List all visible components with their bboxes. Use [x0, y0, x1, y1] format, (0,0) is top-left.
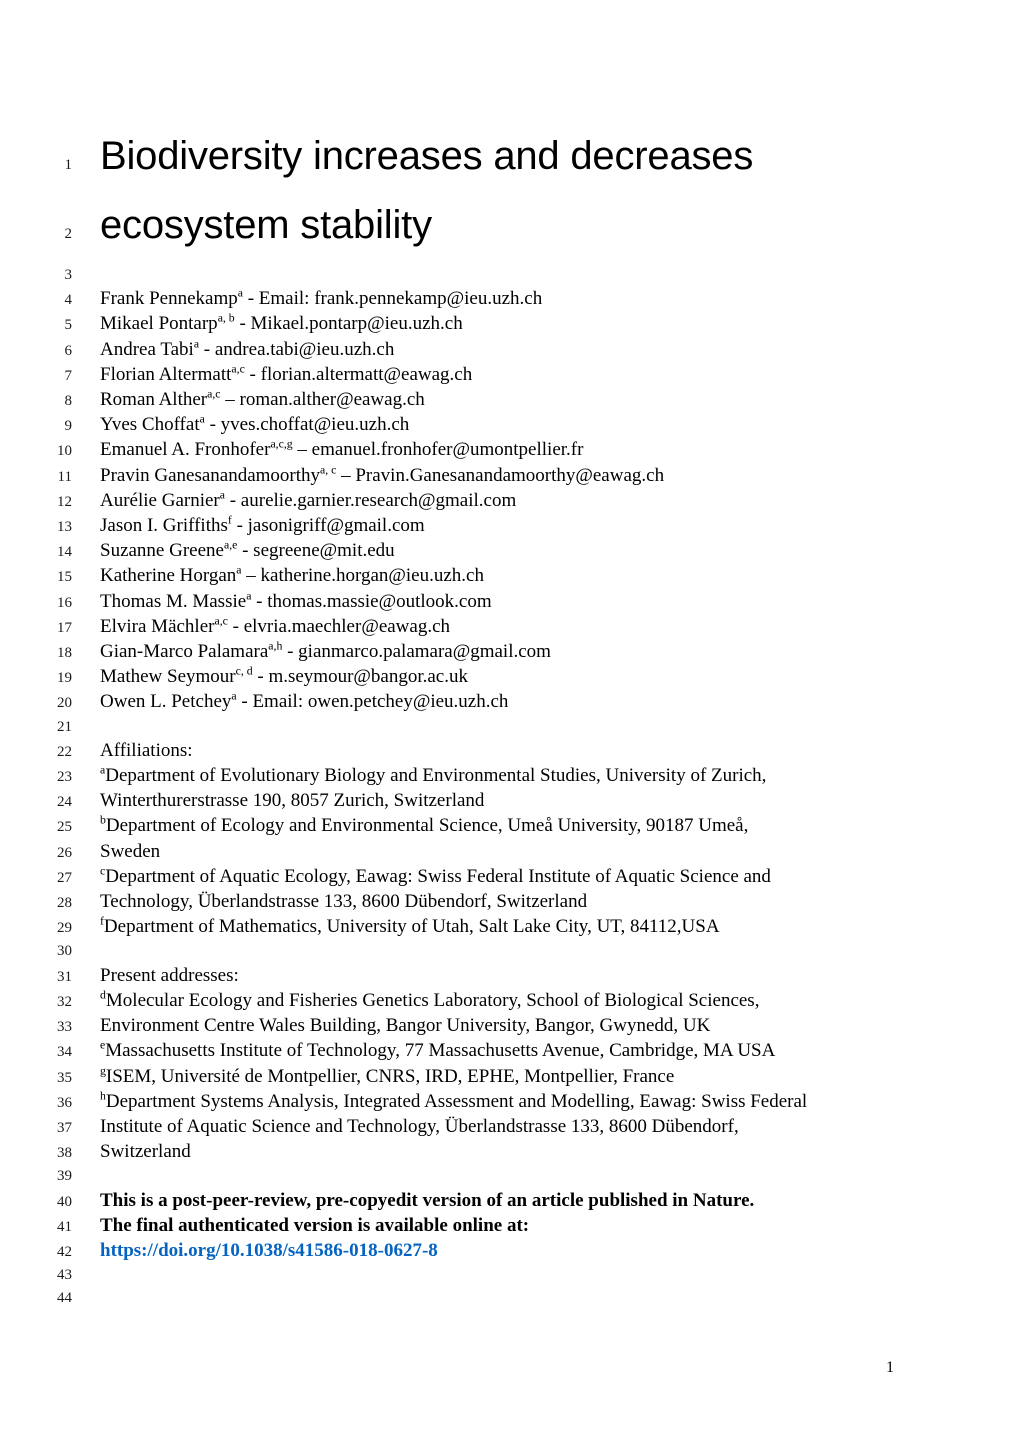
- text-segment: Frank Pennekamp: [100, 288, 238, 310]
- text-segment: Environment Centre Wales Building, Bangor University, Bangor, Gwynedd, UK: [100, 1015, 711, 1037]
- line-text: [100, 1014, 896, 1037]
- line-row: [28, 814, 896, 839]
- line-number: 27: [57, 869, 72, 886]
- text-segment: Owen L. Petchey: [100, 691, 232, 713]
- text-segment: – Pravin.Ganesanandamoorthy@eawag.ch: [336, 464, 665, 486]
- superscript-marker: f: [227, 513, 232, 527]
- line-row: [28, 312, 896, 337]
- title-line: [28, 195, 896, 264]
- line-number: 30: [57, 943, 72, 960]
- line-number: 23: [57, 769, 72, 786]
- line-row: [28, 1090, 896, 1115]
- line-text: [100, 890, 896, 913]
- text-segment: – roman.alther@eawag.ch: [220, 389, 425, 411]
- text-segment: Gian-Marco Palamara: [100, 641, 269, 663]
- line-row: [28, 287, 896, 312]
- text-segment: Affiliations:: [100, 739, 193, 761]
- text-segment: Florian Altermatt: [100, 363, 232, 385]
- superscript-marker: a,c: [231, 362, 245, 376]
- line-text: [100, 739, 896, 762]
- line-row: [28, 865, 896, 890]
- line-row: [28, 1039, 896, 1064]
- text-segment: Katherine Horgan: [100, 565, 237, 587]
- line-number: 28: [57, 895, 72, 912]
- line-number: 18: [57, 645, 72, 662]
- line-row: [28, 413, 896, 438]
- line-number: 40: [57, 1193, 72, 1210]
- text-segment: - florian.altermatt@eawag.ch: [244, 363, 473, 385]
- paper-title-text: [100, 195, 896, 255]
- line-row: [28, 464, 896, 489]
- superscript-marker: c, d: [235, 664, 253, 678]
- line-text: [100, 989, 896, 1012]
- text-segment: ecosystem stability: [100, 203, 432, 247]
- superscript-marker: a,c: [207, 387, 221, 401]
- superscript-marker: a,c,g: [270, 438, 293, 452]
- superscript-marker: g: [100, 1064, 106, 1078]
- line-text: [100, 489, 896, 512]
- line-text: [100, 789, 896, 812]
- text-segment: Jason I. Griffiths: [100, 515, 228, 537]
- line-row: [28, 940, 896, 963]
- line-number: 5: [64, 317, 72, 334]
- superscript-marker: a: [100, 763, 106, 777]
- line-number: 21: [57, 718, 72, 735]
- line-number: 33: [57, 1019, 72, 1036]
- line-text: [100, 1039, 896, 1062]
- superscript-marker: a, c: [320, 463, 337, 477]
- text-segment: - segreene@mit.edu: [237, 540, 395, 562]
- line-number: 13: [57, 519, 72, 536]
- line-text: [100, 287, 896, 310]
- line-row: [28, 539, 896, 564]
- text-segment: Roman Alther: [100, 389, 208, 411]
- text-segment: – emanuel.fronhofer@umontpellier.fr: [292, 439, 584, 461]
- line-text: [100, 464, 896, 487]
- text-segment: Suzanne Greene: [100, 540, 224, 562]
- line-number: 1: [64, 157, 72, 173]
- line-number: 42: [57, 1243, 72, 1260]
- superscript-marker: a,h: [268, 639, 283, 653]
- superscript-marker: c: [100, 864, 106, 878]
- line-number: 20: [57, 695, 72, 712]
- line-number: 36: [57, 1094, 72, 1111]
- text-segment: Sweden: [100, 840, 161, 862]
- line-number: 35: [57, 1069, 72, 1086]
- line-number: 8: [64, 393, 72, 410]
- line-text: [100, 964, 896, 987]
- line-text: [100, 388, 896, 411]
- line-text: [100, 915, 896, 938]
- superscript-marker: a, b: [217, 312, 235, 326]
- line-number: 24: [57, 794, 72, 811]
- text-segment: Department Systems Analysis, Integrated Assessment and Modelling, Eawag: Swiss Federal: [105, 1090, 808, 1112]
- page-number: 1: [886, 1359, 894, 1376]
- line-text: [100, 865, 896, 888]
- line-number: 19: [57, 670, 72, 687]
- line-number: 25: [57, 819, 72, 836]
- text-segment: The final authenticated version is available online at:: [100, 1214, 530, 1236]
- superscript-marker: a: [237, 286, 243, 300]
- line-number: 29: [57, 920, 72, 937]
- line-row: [28, 338, 896, 363]
- line-row: [28, 489, 896, 514]
- manuscript-lines: [28, 126, 896, 1311]
- superscript-marker: a: [219, 488, 225, 502]
- superscript-marker: a,e: [223, 538, 238, 552]
- line-number: 11: [57, 468, 72, 485]
- text-segment: Winterthurerstrasse 190, 8057 Zurich, Switzerland: [100, 790, 485, 812]
- text-segment: Biodiversity increases and decreases: [100, 134, 754, 178]
- text-segment: Pravin Ganesanandamoorthy: [100, 464, 321, 486]
- line-row: [28, 1115, 896, 1140]
- line-text: [100, 514, 896, 537]
- text-segment: - elvria.maechler@eawag.ch: [227, 615, 451, 637]
- line-number: 4: [64, 292, 72, 309]
- doi-link[interactable]: https://doi.org/10.1038/s41586-018-0627-8: [100, 1239, 438, 1261]
- line-row: [28, 1239, 896, 1264]
- superscript-marker: a,c: [214, 614, 228, 628]
- line-row: [28, 1165, 896, 1188]
- superscript-marker: d: [100, 988, 106, 1002]
- line-text: [100, 615, 896, 638]
- superscript-marker: a: [199, 412, 205, 426]
- line-text: [100, 690, 896, 713]
- line-number: 15: [57, 569, 72, 586]
- line-row: [28, 840, 896, 865]
- text-segment: Department of Evolutionary Biology and Environmental Studies, University of Zurich,: [105, 765, 767, 787]
- line-row: [28, 764, 896, 789]
- text-segment: - Email: frank.pennekamp@ieu.uzh.ch: [242, 288, 543, 310]
- text-segment: – katherine.horgan@ieu.uzh.ch: [241, 565, 484, 587]
- line-number: 22: [57, 743, 72, 760]
- superscript-marker: a: [236, 564, 242, 578]
- line-row: [28, 964, 896, 989]
- line-text: [100, 312, 896, 335]
- line-text: [100, 1214, 896, 1237]
- line-text: [100, 438, 896, 461]
- text-segment: ISEM, Université de Montpellier, CNRS, IRD, EPHE, Montpellier, France: [105, 1065, 675, 1087]
- text-segment: - thomas.massie@outlook.com: [251, 590, 492, 612]
- line-row: [28, 716, 896, 739]
- line-row: [28, 1140, 896, 1165]
- text-segment: - gianmarco.palamara@gmail.com: [282, 641, 551, 663]
- line-row: [28, 590, 896, 615]
- superscript-marker: a: [231, 690, 237, 704]
- line-row: [28, 363, 896, 388]
- line-number: 6: [64, 342, 72, 359]
- line-number: 39: [57, 1168, 72, 1185]
- text-segment: Department of Ecology and Environmental Science, Umeå University, 90187 Umeå,: [105, 815, 749, 837]
- line-row: [28, 564, 896, 589]
- superscript-marker: a: [246, 589, 252, 603]
- superscript-marker: b: [100, 814, 106, 828]
- line-text: [100, 1189, 896, 1212]
- line-number: 10: [57, 443, 72, 460]
- line-row: [28, 1264, 896, 1287]
- text-segment: Aurélie Garnier: [100, 489, 220, 511]
- superscript-marker: f: [100, 914, 104, 928]
- text-segment: Andrea Tabi: [100, 338, 194, 360]
- text-segment: Mikael Pontarp: [100, 313, 218, 335]
- line-row: [28, 1189, 896, 1214]
- text-segment: Mathew Seymour: [100, 666, 236, 688]
- line-text: [100, 564, 896, 587]
- line-number: 2: [64, 226, 72, 242]
- line-number: 34: [57, 1044, 72, 1061]
- line-row: [28, 264, 896, 287]
- superscript-marker: e: [100, 1038, 106, 1052]
- text-segment: Department of Aquatic Ecology, Eawag: Swiss Federal Institute of Aquatic Science and: [105, 865, 771, 887]
- line-number: 7: [64, 367, 72, 384]
- title-line: [28, 126, 896, 195]
- line-text: [100, 640, 896, 663]
- text-segment: Department of Mathematics, University of Utah, Salt Lake City, UT, 84112,USA: [103, 916, 720, 938]
- line-text: [100, 1140, 896, 1163]
- line-number: 37: [57, 1119, 72, 1136]
- line-number: 17: [57, 619, 72, 636]
- line-text: [100, 1065, 896, 1088]
- line-row: [28, 438, 896, 463]
- text-segment: Molecular Ecology and Fisheries Genetics Laboratory, School of Biological Sciences,: [105, 989, 760, 1011]
- line-row: [28, 690, 896, 715]
- line-text: [100, 814, 896, 837]
- line-row: [28, 890, 896, 915]
- text-segment: - Mikael.pontarp@ieu.uzh.ch: [234, 313, 463, 335]
- text-segment: Institute of Aquatic Science and Technology, Überlandstrasse 133, 8600 Dübendorf,: [100, 1115, 739, 1137]
- line-row: [28, 514, 896, 539]
- line-text: [100, 338, 896, 361]
- text-segment: Massachusetts Institute of Technology, 77 Massachusetts Avenue, Cambridge, MA USA: [105, 1040, 776, 1062]
- line-number: 14: [57, 544, 72, 561]
- line-text: [100, 665, 896, 688]
- line-number: 3: [64, 267, 72, 283]
- paper-title-text: [100, 126, 896, 186]
- line-text: [100, 1239, 896, 1262]
- line-row: [28, 1214, 896, 1239]
- line-number: 38: [57, 1145, 72, 1162]
- text-segment: Elvira Mächler: [100, 615, 215, 637]
- text-segment: Emanuel A. Fronhofer: [100, 439, 271, 461]
- text-segment: - aurelie.garnier.research@gmail.com: [224, 489, 517, 511]
- line-number: 43: [57, 1267, 72, 1284]
- line-row: [28, 640, 896, 665]
- line-number: 32: [57, 993, 72, 1010]
- text-segment: Yves Choffat: [100, 414, 200, 436]
- line-text: [100, 1115, 896, 1138]
- superscript-marker: h: [100, 1089, 106, 1103]
- line-text: [100, 539, 896, 562]
- line-text: [100, 413, 896, 436]
- line-row: [28, 739, 896, 764]
- line-number: 16: [57, 594, 72, 611]
- superscript-marker: a: [193, 337, 200, 351]
- line-row: [28, 665, 896, 690]
- line-text: [100, 590, 896, 613]
- text-segment: This is a post-peer-review, pre-copyedit version of an article published in Nature.: [100, 1189, 755, 1211]
- line-number: 41: [57, 1218, 72, 1235]
- line-row: [28, 915, 896, 940]
- line-text: [100, 1090, 896, 1113]
- text-segment: - yves.choffat@ieu.uzh.ch: [204, 414, 410, 436]
- text-segment: - jasonigriff@gmail.com: [231, 515, 425, 537]
- text-segment: - m.seymour@bangor.ac.uk: [252, 666, 468, 688]
- line-row: [28, 789, 896, 814]
- line-row: [28, 989, 896, 1014]
- text-segment: Technology, Überlandstrasse 133, 8600 Dübendorf, Switzerland: [100, 891, 588, 913]
- text-segment: Thomas M. Massie: [100, 590, 247, 612]
- line-text: [100, 840, 896, 863]
- text-segment: - andrea.tabi@ieu.uzh.ch: [199, 338, 395, 360]
- line-row: [28, 1014, 896, 1039]
- text-segment: Switzerland: [100, 1141, 191, 1163]
- text-segment: - Email: owen.petchey@ieu.uzh.ch: [236, 691, 509, 713]
- line-row: [28, 1065, 896, 1090]
- line-number: 31: [57, 968, 72, 985]
- line-row: [28, 388, 896, 413]
- line-number: 9: [64, 418, 72, 435]
- line-number: 26: [57, 844, 72, 861]
- line-row: [28, 1287, 896, 1310]
- line-row: [28, 615, 896, 640]
- line-number: 44: [57, 1290, 72, 1307]
- line-text: [100, 764, 896, 787]
- line-number: 12: [57, 493, 72, 510]
- line-text: [100, 363, 896, 386]
- text-segment: Present addresses:: [100, 964, 239, 986]
